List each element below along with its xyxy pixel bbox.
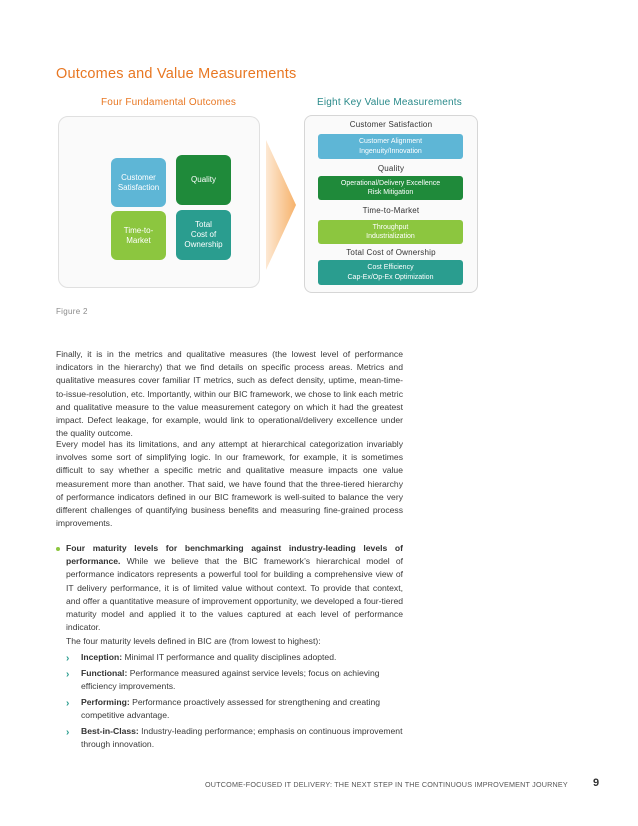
paragraph-limitations: Every model has its limitations, and any attempt at hierarchical categorization invariably involves some sort of simplifying logic. In our framework, for example, it is sometimes difficult to say whether a specific metric and qualitative measure impacts one value measurement more than another. That said, we have found that the three-tiered hierarchy of performance indicators defined in our BIC framework is well-suited to balance the very different challenges of quantifying business benefits and measuring fine-grained process improvements.	[56, 439, 403, 529]
bullet-lead: Four maturity levels for benchmarking against industry-leading levels of performance.	[66, 543, 403, 567]
measure-bar-time-to-market: Throughput Industrialization	[318, 220, 463, 244]
outcome-time-to-market: Time-to- Market	[111, 211, 166, 260]
level-desc: Performance measured against service levels; focus on achieving efficiency improvements.	[81, 668, 380, 692]
chevron-right-icon: ›	[66, 698, 70, 709]
bullet-text: While we believe that the BIC framework’s hierarchical model of performance indicators represents a powerful tool for building a comprehensive view of IT delivery performance, it is of limited value without context. To provide that context, and offer a quantitative measure of improvement opportunity, we developed a four-tiered maturity model and applied it to the values captured at each level of performance indicator.	[66, 556, 403, 633]
level-name: Inception:	[81, 652, 123, 662]
page-number: 9	[593, 777, 600, 789]
chevron-right-icon	[266, 140, 296, 270]
level-inception	[66, 651, 403, 664]
measure-heading-customer-satisfaction: Customer Satisfaction	[349, 120, 433, 129]
measure-heading-total-cost: Total Cost of Ownership	[346, 248, 436, 257]
level-desc: Industry-leading performance; emphasis on continuous improvement through innovation.	[81, 726, 403, 750]
measurements-heading: Eight Key Value Measurements	[317, 97, 462, 108]
measure-bar-customer-satisfaction: Customer Alignment Ingenuity/Innovation	[318, 134, 463, 159]
measure-heading-time-to-market: Time-to-Market	[362, 206, 420, 215]
chevron-right-icon: ›	[66, 653, 70, 664]
level-desc: Minimal IT performance and quality disciplines adopted.	[122, 652, 337, 662]
measure-heading-quality: Quality	[377, 164, 405, 173]
paragraph-metrics: Finally, it is in the metrics and qualitative measures (the lowest level of performance indicators in the hierarchy) that we find details on specific process areas. Metrics and qualitative measures cover familiar IT metrics, such as defect density, uptime, mean-time-to-issue-resolution, etc. Importantly, within our BIC framework, we chose to link each metric and qualitative measure to the value measurement category on which it had the greatest impact. Defect leakage, for example, would link to operational/delivery excellence under the quality outcome.	[56, 349, 403, 439]
level-name: Functional:	[81, 668, 128, 678]
chevron-right-icon: ›	[66, 727, 70, 738]
page-footer: OUTCOME-FOCUSED IT DELIVERY: THE NEXT STEP IN THE CONTINUOUS IMPROVEMENT JOURNEY	[205, 780, 568, 789]
outcomes-heading: Four Fundamental Outcomes	[101, 97, 237, 108]
section-title: Outcomes and Value Measurements	[56, 66, 297, 82]
levels-intro: The four maturity levels defined in BIC are (from lowest to highest):	[66, 636, 321, 646]
outcome-customer-satisfaction: Customer Satisfaction	[111, 158, 166, 207]
chevron-right-icon: ›	[66, 669, 70, 680]
level-performing	[66, 696, 403, 722]
outcome-quality: Quality	[176, 155, 231, 205]
outcome-total-cost: Total Cost of Ownership	[176, 210, 231, 260]
level-desc: Performance proactively assessed for strengthening and creating competitive advantage.	[81, 697, 381, 721]
bullet-icon	[56, 547, 60, 551]
measure-bar-total-cost: Cost Efficiency Cap-Ex/Op-Ex Optimization	[318, 260, 463, 285]
figure-caption: Figure 2	[56, 307, 88, 316]
level-functional	[66, 667, 403, 693]
level-best-in-class	[66, 725, 403, 751]
level-name: Best-in-Class:	[81, 726, 139, 736]
maturity-bullet	[56, 542, 403, 634]
level-name: Performing:	[81, 697, 130, 707]
measure-bar-quality: Operational/Delivery Excellence Risk Mitigation	[318, 176, 463, 200]
